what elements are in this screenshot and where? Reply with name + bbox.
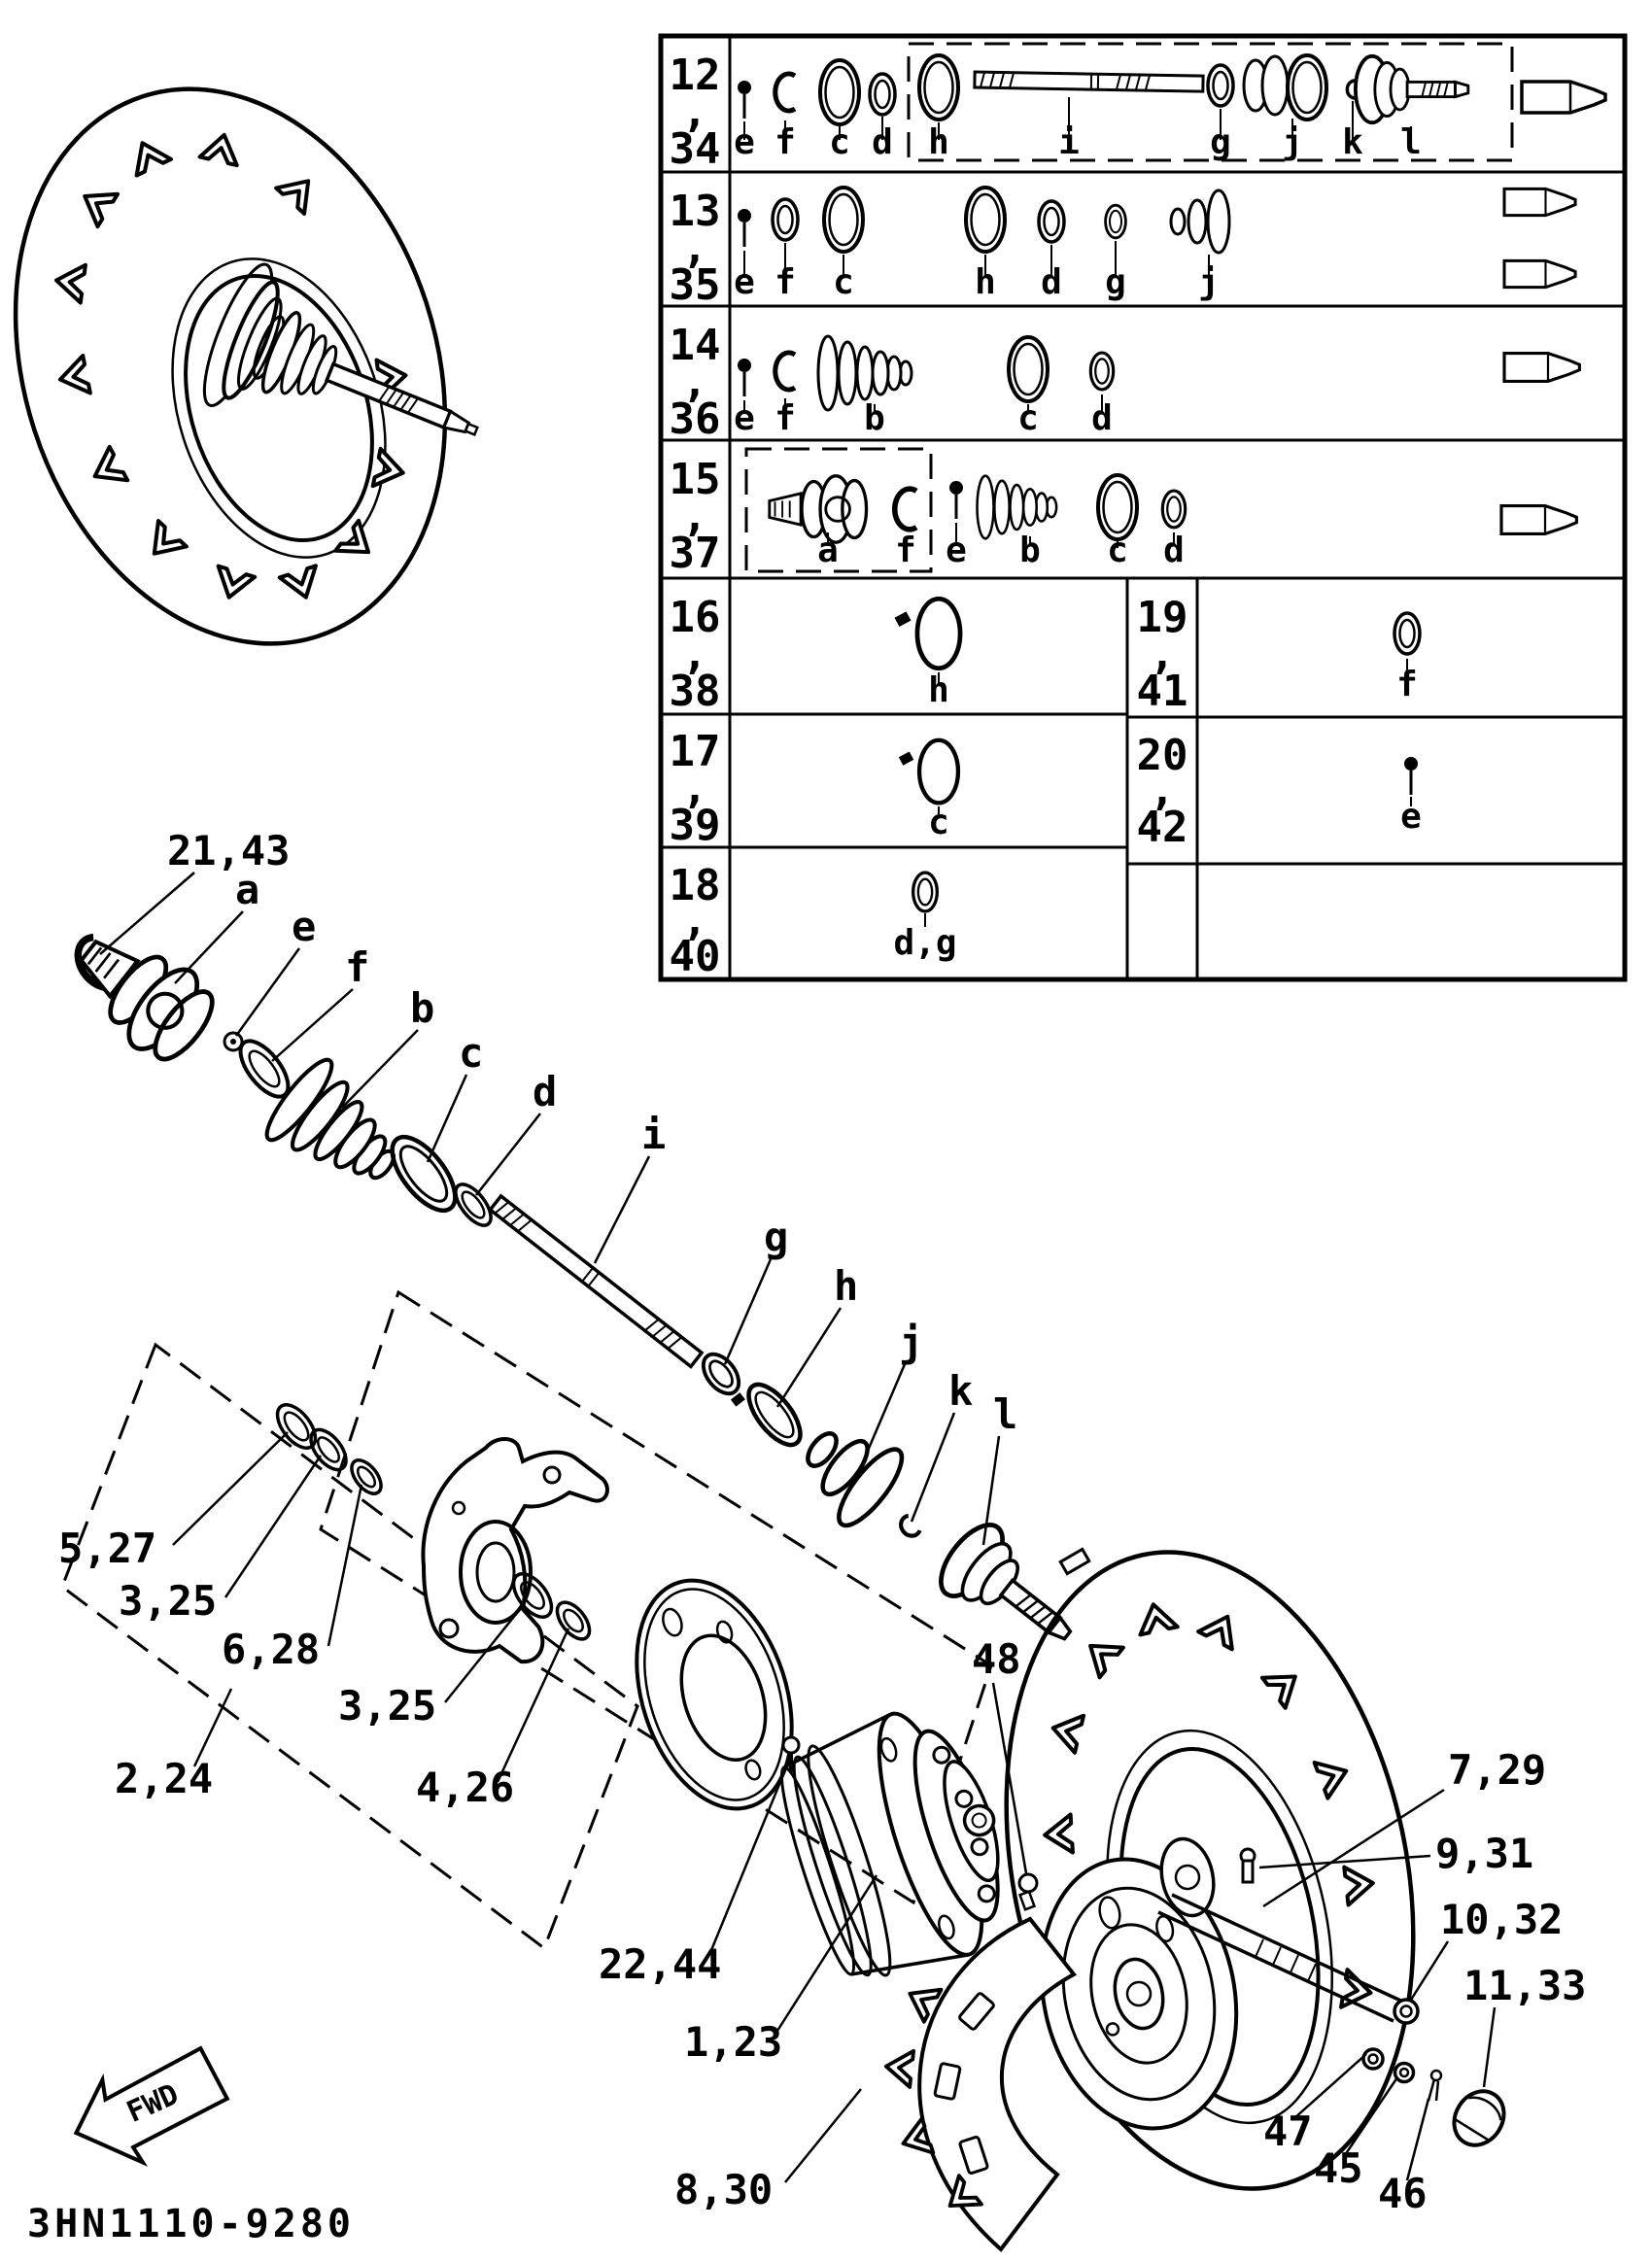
leader-line [100, 873, 194, 954]
footer [27, 2042, 355, 2246]
part-letter: f [895, 531, 916, 570]
tread-lug-icon [1315, 1753, 1354, 1798]
cotter-pin-46 [1428, 2071, 1441, 2101]
tread-lug-icon [1198, 1608, 1244, 1650]
axle-fasteners [1363, 2000, 1514, 2154]
callout-48: 48 [972, 1635, 1021, 1683]
row-comma: , [1149, 630, 1176, 679]
row-comma: , [681, 630, 708, 679]
callout-4-26: 4,26 [416, 1764, 515, 1811]
part-letter: j [1282, 122, 1303, 162]
rear-wheel-group [674, 1514, 1586, 2249]
part-letter: d [1163, 531, 1185, 570]
callout-45: 45 [1314, 2144, 1363, 2192]
fwd-arrow [62, 2042, 238, 2180]
part-code: 3HN1110-9280 [27, 2202, 355, 2246]
row-num: 20 [1136, 731, 1188, 780]
part-letter: e [734, 398, 755, 438]
callout-e: e [292, 903, 317, 950]
row-num: 14 [669, 321, 721, 370]
part-letter: h [975, 262, 996, 302]
part-letter: c [928, 803, 949, 842]
tread-lug-icon [1049, 1709, 1084, 1752]
valve-tab [1060, 1549, 1089, 1573]
row-num: 15 [669, 455, 721, 504]
front-wheel-illustration [0, 33, 514, 700]
row-num: 38 [669, 667, 721, 716]
callout-2-24: 2,24 [115, 1755, 214, 1802]
part-letter: d [1041, 262, 1062, 302]
row-num: 41 [1136, 667, 1188, 716]
part-letter: e [734, 262, 755, 302]
callout-l: l [993, 1390, 1018, 1438]
callout-22-44: 22,44 [599, 1940, 722, 1988]
circlip-icon [897, 1515, 920, 1540]
callout-a: a [235, 866, 260, 913]
callout-10-32: 10,32 [1440, 1896, 1564, 1943]
knuckle-group [58, 1292, 991, 1948]
part-letter: g [1210, 122, 1231, 162]
row-num: 35 [669, 260, 721, 310]
assembly-dashed-panel [62, 1345, 637, 1948]
spacer-ring-icon [697, 1348, 746, 1400]
wheel-lower-half [884, 1919, 1074, 2249]
tread-lug-icon [1079, 1631, 1123, 1678]
callout-k: k [948, 1367, 974, 1415]
tread-lug-icon [1135, 1600, 1178, 1634]
row-num: 42 [1136, 803, 1188, 852]
part-letter: j [1198, 262, 1220, 302]
tread-lug-icon [53, 261, 85, 302]
front-tire-bead [136, 231, 422, 585]
callout-g: g [764, 1214, 789, 1261]
part-letter: e [1400, 797, 1422, 837]
row-num: 16 [669, 593, 721, 642]
row-num: 34 [669, 124, 721, 174]
steering-knuckle [423, 1439, 607, 1662]
part-letter: f [774, 262, 796, 302]
nut-10-32 [1394, 2000, 1418, 2023]
part-letter: i [1058, 122, 1080, 162]
tread-lug-icon [140, 521, 186, 566]
cv-boot-icon [258, 1052, 419, 1209]
part-letter: b [1019, 531, 1041, 570]
row-num: 12 [669, 51, 721, 100]
callout-6-28: 6,28 [222, 1626, 321, 1673]
row-comma: , [681, 764, 708, 813]
part-letter: c [1107, 531, 1128, 570]
row-comma: , [1149, 766, 1176, 815]
callout-8-30: 8,30 [674, 2166, 774, 2213]
callout-1-23: 1,23 [684, 2018, 783, 2066]
boot-band-small-icon [449, 1179, 498, 1231]
part-letter: d [1091, 398, 1113, 438]
callout-21-43: 21,43 [167, 827, 291, 874]
tread-lug-icon [125, 135, 171, 176]
part-letter: e [946, 531, 967, 570]
axle-shaft-icon [490, 1196, 702, 1366]
callout-h: h [834, 1262, 859, 1310]
fwd-label: FWD [121, 2076, 185, 2130]
part-letter: d,g [893, 923, 957, 963]
part-letter: b [864, 398, 885, 438]
row-num: 36 [669, 394, 721, 444]
cap-nut-11-33 [1444, 2082, 1513, 2155]
tread-lug-icon [211, 566, 255, 603]
tread-lug-icon [280, 566, 325, 602]
hub-bolt-22-44 [783, 1737, 799, 1753]
row-num: 18 [669, 861, 721, 910]
tread-lug-icon [75, 180, 118, 226]
part-letter: c [829, 122, 850, 162]
boot-clamp-icon [731, 1374, 809, 1458]
row-comma: , [681, 358, 708, 407]
tread-lug-icon [276, 168, 322, 214]
callout-b: b [410, 984, 435, 1032]
callout-3-25b: 3,25 [338, 1682, 437, 1730]
row-num: 37 [669, 529, 721, 578]
callout-f: f [345, 943, 370, 991]
axle-shaft-icon [975, 72, 1203, 91]
part-letter: g [1105, 262, 1126, 302]
part-letter: c [833, 262, 854, 302]
tread-lug-icon [56, 356, 90, 398]
part-letter: f [1396, 665, 1418, 704]
tread-lug-icon [1262, 1662, 1307, 1708]
callout-7-29: 7,29 [1448, 1746, 1547, 1794]
brake-backing-plate [609, 1560, 819, 1829]
part-letter: h [928, 670, 949, 710]
boot-band-large-icon [381, 1127, 467, 1221]
row-comma: , [681, 896, 708, 945]
callout-47: 47 [1263, 2108, 1313, 2155]
parts-table [661, 36, 1625, 981]
callout-5-27: 5,27 [58, 1525, 157, 1572]
callout-3-25: 3,25 [119, 1577, 218, 1625]
row-comma: , [681, 223, 708, 273]
part-letter: f [774, 122, 796, 162]
row-num: 17 [669, 727, 721, 776]
part-letter: h [928, 122, 949, 162]
part-letter: c [1017, 398, 1039, 438]
row-num: 13 [669, 187, 721, 236]
part-letter: k [1342, 122, 1363, 162]
callout-11-33: 11,33 [1463, 1962, 1587, 2009]
callout-c: c [459, 1029, 484, 1077]
row-comma: , [681, 492, 708, 541]
part-letter: l [1400, 122, 1422, 162]
washer-47 [1363, 2049, 1383, 2069]
callout-i: i [641, 1111, 667, 1158]
callout-46: 46 [1378, 2170, 1428, 2217]
tread-lug-icon [1044, 1814, 1073, 1854]
cv-boot-cone-icon [785, 1407, 912, 1534]
callout-j: j [899, 1319, 924, 1366]
seal-4-26-icon [551, 1596, 596, 1644]
row-num: 19 [1136, 593, 1188, 642]
row-num: 40 [669, 932, 721, 981]
callout-9-31: 9,31 [1435, 1830, 1534, 1877]
tread-lug-icon [86, 447, 127, 494]
part-letter: d [872, 122, 893, 162]
stud-48-part [1019, 1874, 1037, 1892]
callout-d: d [533, 1068, 558, 1115]
part-letter: a [817, 531, 839, 570]
seal-5-27-icon [270, 1398, 323, 1455]
row-num: 39 [669, 801, 721, 850]
part-letter: f [774, 398, 796, 438]
spacer-6-28-icon [346, 1455, 387, 1498]
tread-lug-icon [1344, 1865, 1375, 1905]
row-comma: , [681, 87, 708, 137]
part-letter: e [734, 122, 755, 162]
tread-lug-icon [200, 131, 243, 166]
front-axle-assembly [191, 257, 504, 501]
tread-lug-icon [373, 449, 407, 492]
